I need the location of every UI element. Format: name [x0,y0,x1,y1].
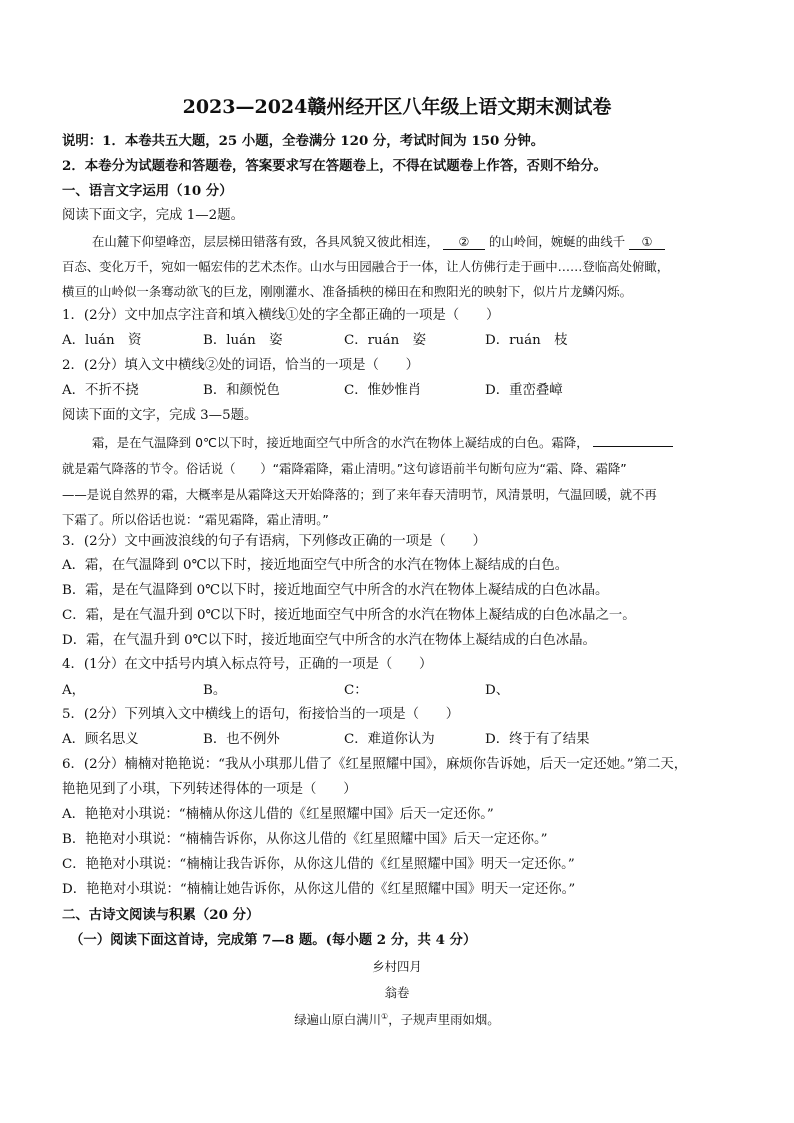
q2-option-c: C．惟妙惟肖 [344,383,422,398]
passage2-line-3: ——是说自然界的霜，大概率是从霜降这天开始降落的；到了来年春天清明节，风清景明，气温回暖，就不再 [62,487,657,502]
q3-option-d: D．霜，在气温升到 0℃以下时，接近地面空气中所含的水汽在物体上凝结成的白色冰晶。 [62,633,596,648]
blank-2: ② [443,235,485,250]
q4-option-b: B。 [203,683,227,698]
passage2-line-1 [92,434,673,452]
page-title: 2023—2024赣州经开区八年级上语文期末测试卷 [182,96,612,118]
passage1-line-1a: 在山麓下仰望峰峦，层层梯田错落有致，各具风貌又彼此相连， [92,234,439,249]
section1-heading: 一、语言文字运用（10 分） [62,183,233,199]
q1-option-d: D．ruán 枝 [485,333,568,348]
q5-option-c: C．难道你认为 [344,732,435,747]
passage2-line-1-text: 霜，是在气温降到 0℃以下时，接近地面空气中所含的水汽在物体上凝结成的白色。霜降， [92,435,589,450]
q3-option-c: C．霜，是在气温升到 0℃以下时，接近地面空气中所含的水汽在物体上凝结成的白色冰晶之一。 [62,608,636,623]
question-5-stem: 5．(2分）下列填入文中横线上的语句，衔接恰当的一项是（ ） [62,707,460,722]
q4-option-d: D、 [485,683,510,698]
q3-option-a: A．霜，在气温降到 0℃以下时，接近地面空气中所含的水汽在物体上凝结成的白色。 [62,558,569,573]
poem-note-mark: ① [381,1012,389,1021]
q1-option-b: B．luán 姿 [203,333,283,348]
question-5-options [62,731,626,749]
q2-option-a: A．不折不挠 [62,383,139,398]
poem-line-1b: ，子规声里雨如烟。 [388,1012,500,1028]
q5-option-a: A．顾名思义 [62,732,139,747]
poem-line-1 [0,1008,794,1029]
question-1-stem: 1．(2分）文中加点字注音和填入横线①处的字全都正确的一项是（ ） [62,308,500,323]
q1-option-c: C．ruán 姿 [344,333,427,348]
passage2-line-4: 下霜了。所以俗话也说：“霜见霜降，霜止清明。” [62,512,329,527]
question-2-options [62,382,626,400]
question-6-stem-2: 艳艳见到了小琪，下列转述得体的一项是（ ） [62,782,357,797]
passage2-line-2: 就是霜气降落的节令。俗话说（ ）“霜降霜降，霜止清明。”这句谚语前半句断句应为“霜、降、霜降” [62,461,627,476]
q6-option-b: B．艳艳对小琪说：“楠楠告诉你，从你这儿借的《红星照耀中国》后天一定还你。” [62,832,548,847]
blank-1: ① [629,235,665,250]
q3-option-b: B．霜，是在气温降到 0℃以下时，接近地面空气中所含的水汽在物体上凝结成的白色冰晶。 [62,583,609,598]
poem-author: 翁卷 [384,985,410,1000]
question-4-stem: 4．(1分）在文中括号内填入标点符号，正确的一项是（ ） [62,657,433,672]
question-3-stem: 3．(2分）文中画波浪线的句子有语病，下列修改正确的一项是（ ） [62,534,486,549]
poem-title: 乡村四月 [372,959,422,974]
reading-intro-2: 阅读下面的文字，完成 3—5题。 [62,408,258,423]
passage1-line-1b: 的山岭间，婉蜒的曲线千 [488,234,626,249]
question-4-options [62,682,626,700]
question-2-stem: 2．(2分）填入文中横线②处的词语，恰当的一项是（ ） [62,358,420,373]
passage1-line-1 [92,233,665,251]
q1-option-a: A．luán 资 [62,333,142,348]
section2-heading: 二、古诗文阅读与积累（20 分） [62,907,260,923]
instructions-line-2: 2．本卷分为试题卷和答题卷，答案要求写在答题卷上，不得在试题卷上作答，否则不给分。 [62,158,607,174]
passage1-line-3: 横亘的山岭似一条骞动欲飞的巨龙，刚刚灌水、准备插秧的梯田在和煦阳光的映射下，似片片龙鳞闪烁。 [62,284,632,299]
question-1-options [62,332,626,350]
q2-option-d: D．重峦叠嶂 [485,383,563,398]
passage1-line-2: 百态、变化万千，宛如一幅宏伟的艺术杰作。山水与田园融合于一体，让人仿佛行走于画中……登临高处俯瞰， [62,259,670,274]
reading-intro-1: 阅读下面文字，完成 1—2题。 [62,208,244,223]
q6-option-d: D．艳艳对小琪说：“楠楠让她告诉你，从你这儿借的《红星照耀中国》明天一定还你。” [62,882,576,897]
section2-subheading: （一）阅读下面这首诗，完成第 7—8 题。(每小题 2 分，共 4 分） [70,932,477,948]
q5-option-d: D．终于有了结果 [485,732,590,747]
q6-option-a: A．艳艳对小琪说：“楠楠从你这儿借的《红星照耀中国》后天一定还你。” [62,807,494,822]
poem-line-1a: 绿遍山原白满川 [294,1012,382,1028]
instructions-line-1: 说明：1．本卷共五大题，25 小题，全卷满分 120 分，考试时间为 150 分钟。 [62,133,545,149]
q5-option-b: B．也不例外 [203,732,280,747]
q4-option-a: A， [62,683,86,698]
q6-option-c: C．艳艳对小琪说：“楠楠让我告诉你，从你这儿借的《红星照耀中国》明天一定还你。” [62,857,575,872]
q4-option-c: C： [344,683,368,698]
passage2-answer-blank [593,434,673,447]
q2-option-b: B．和颜悦色 [203,383,280,398]
question-6-stem-1: 6．(2分）楠楠对艳艳说：“我从小琪那儿借了《红星照耀中国》，麻烦你告诉她，后天一定还她。”第二天， [62,757,688,772]
